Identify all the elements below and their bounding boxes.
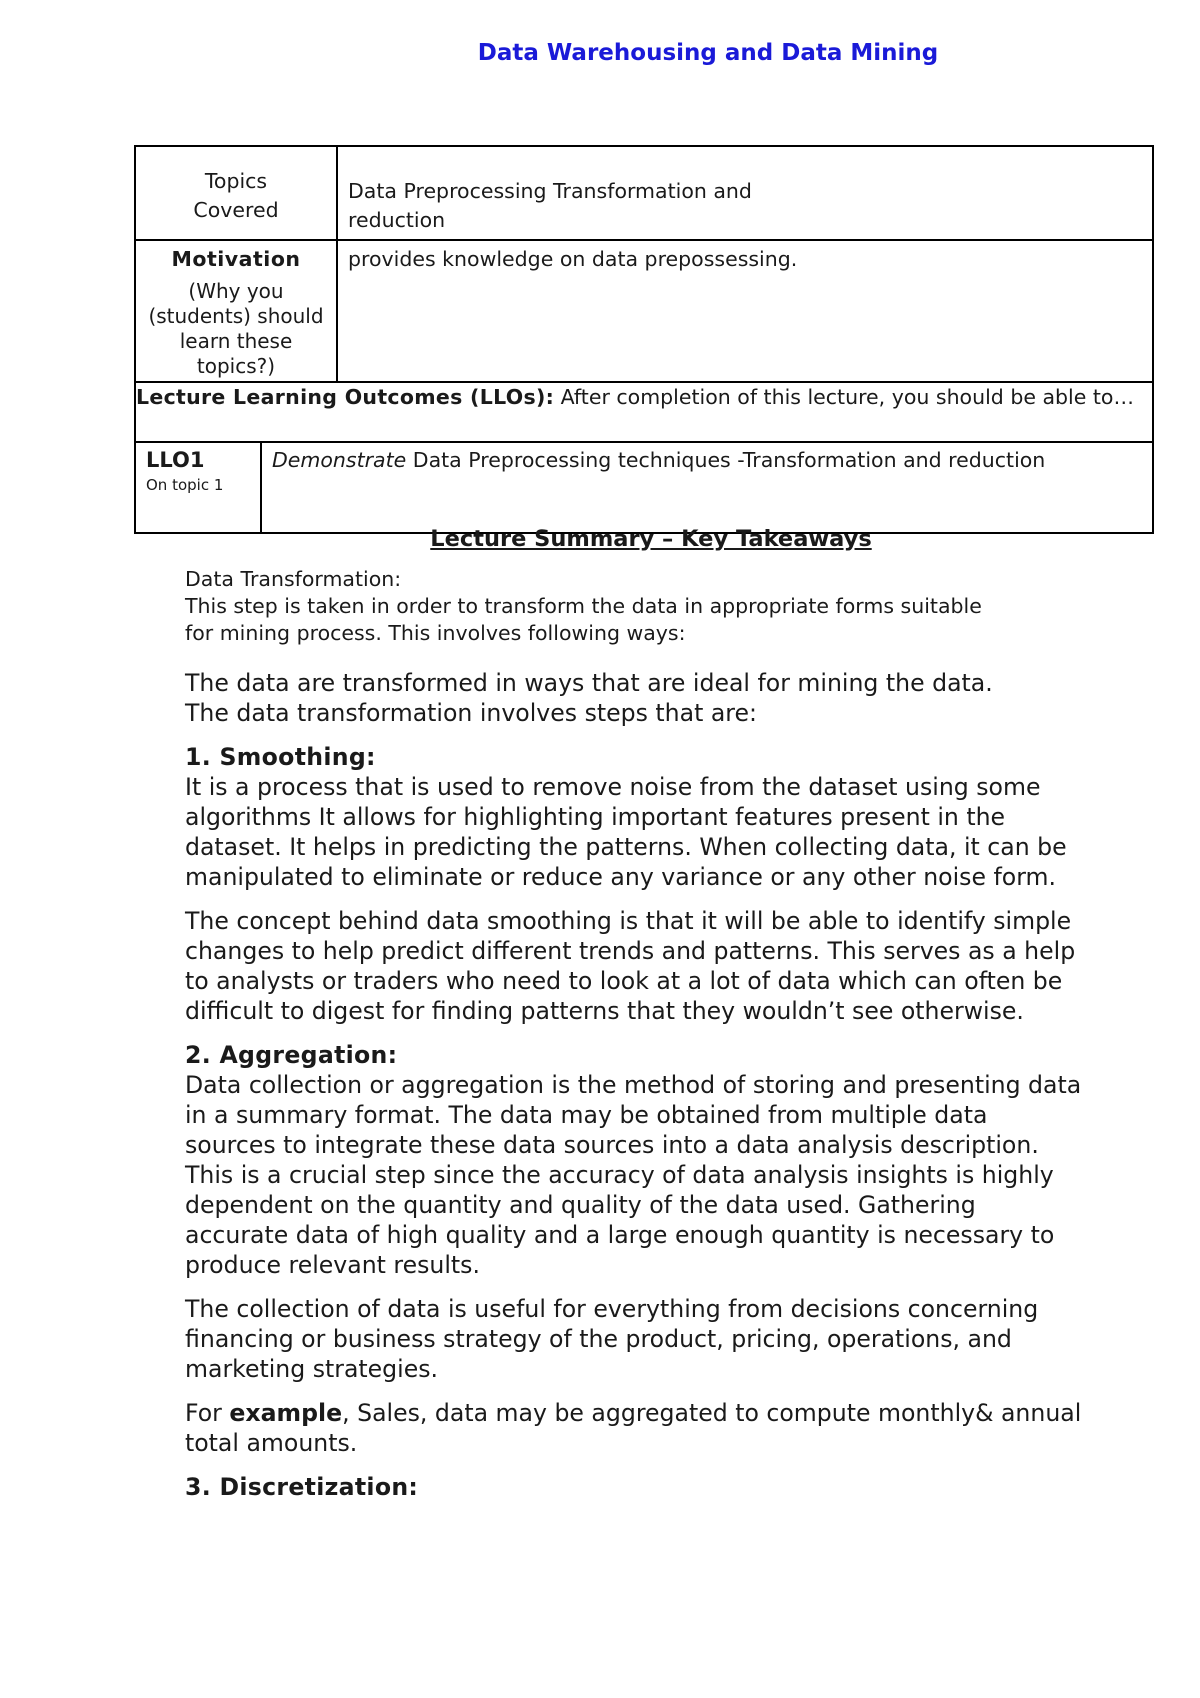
intro-block bbox=[185, 566, 1085, 647]
aggregation-heading: 2. Aggregation: bbox=[185, 1041, 398, 1069]
summary-title: Lecture Summary – Key Takeaways bbox=[430, 526, 872, 552]
intro-line: Data Transformation: bbox=[185, 567, 402, 591]
topics-label-line: Covered bbox=[193, 198, 279, 222]
topics-value-line: Data Preprocessing Transformation and bbox=[348, 179, 752, 203]
llo1-row bbox=[135, 442, 1153, 533]
aggregation-paragraph: The collection of data is useful for everything from decisions concerning financing or business strategy of the product, pricing, operations, and marketing strategies. bbox=[185, 1295, 1039, 1383]
motivation-sub-line: (students) should bbox=[148, 304, 324, 328]
llo1-id: LLO1 bbox=[146, 448, 205, 472]
discretization-heading: 3. Discretization: bbox=[185, 1473, 419, 1501]
intro-line: for mining process. This involves following ways: bbox=[185, 621, 686, 645]
aggregation-paragraph: Data collection or aggregation is the method of storing and presenting data in a summary format. The data may be obtained from multiple data sources to integrate these data sources into a data analysis description. This is a crucial step since the accuracy of data analysis insights is highly dependent on the quantity and quality of the data used. Gathering accurate data of high quality and a large enough quantity is necessary to produce relevant results. bbox=[185, 1071, 1082, 1279]
motivation-label-cell bbox=[135, 240, 337, 382]
intro-line: This step is taken in order to transform the data in appropriate forms suitable bbox=[185, 594, 982, 618]
smoothing-heading: 1. Smoothing: bbox=[185, 743, 376, 771]
lecture-info-table bbox=[134, 145, 1154, 534]
summary-body bbox=[185, 668, 1085, 1502]
example-bold: example bbox=[229, 1399, 343, 1427]
llo-outcomes-label: Lecture Learning Outcomes (LLOs): bbox=[136, 385, 555, 409]
topics-value-line: reduction bbox=[348, 208, 446, 232]
example-prefix: For bbox=[185, 1399, 230, 1427]
intro-sentence: The data transformation involves steps that are: bbox=[185, 699, 757, 727]
intro-sentence: The data are transformed in ways that are ideal for mining the data. bbox=[185, 669, 993, 697]
topics-value-cell bbox=[337, 146, 1153, 240]
llo1-topic: On topic 1 bbox=[146, 476, 224, 494]
llo-outcomes-row bbox=[135, 382, 1153, 442]
motivation-title: Motivation bbox=[171, 247, 301, 271]
smoothing-paragraph: It is a process that is used to remove noise from the dataset using some algorithms It allows for highlighting important features present in the dataset. It helps in predicting the patterns. When collecting data, it can be manipulated to eliminate or reduce any variance or any other noise form. bbox=[185, 773, 1067, 891]
llo-outcomes-text: After completion of this lecture, you should be able to… bbox=[554, 385, 1134, 409]
motivation-row bbox=[135, 240, 1153, 382]
example-rest: , Sales, data may be aggregated to compute monthly& annual total amounts. bbox=[185, 1399, 1082, 1457]
llo1-verb: Demonstrate bbox=[272, 448, 407, 472]
motivation-sub-line: topics?) bbox=[196, 354, 276, 378]
motivation-sub-line: (Why you bbox=[188, 279, 284, 303]
motivation-value-cell bbox=[337, 240, 1153, 382]
motivation-sub-line: learn these bbox=[179, 329, 293, 353]
topics-label-cell bbox=[135, 146, 337, 240]
llo1-inner-table bbox=[136, 443, 1152, 532]
page-title: Data Warehousing and Data Mining bbox=[477, 40, 939, 66]
llo-outcomes-cell bbox=[135, 382, 1153, 442]
llo1-container bbox=[135, 442, 1153, 533]
llo1-text: Data Preprocessing techniques -Transformation and reduction bbox=[406, 448, 1046, 472]
transformation-intro-paragraph bbox=[185, 668, 1085, 728]
motivation-value: provides knowledge on data prepossessing. bbox=[348, 247, 798, 271]
llo1-description-cell bbox=[261, 443, 1152, 532]
example-paragraph bbox=[185, 1398, 1085, 1458]
topics-row bbox=[135, 146, 1153, 240]
llo1-id-cell bbox=[136, 443, 261, 532]
topics-label-line: Topics bbox=[204, 169, 268, 193]
smoothing-paragraph: The concept behind data smoothing is that it will be able to identify simple changes to help predict different trends and patterns. This serves as a help to analysts or traders who need to look at a lot of data which can often be difficult to digest for finding patterns that they wouldn’t see otherwise. bbox=[185, 907, 1076, 1025]
motivation-subtitle bbox=[136, 271, 336, 379]
